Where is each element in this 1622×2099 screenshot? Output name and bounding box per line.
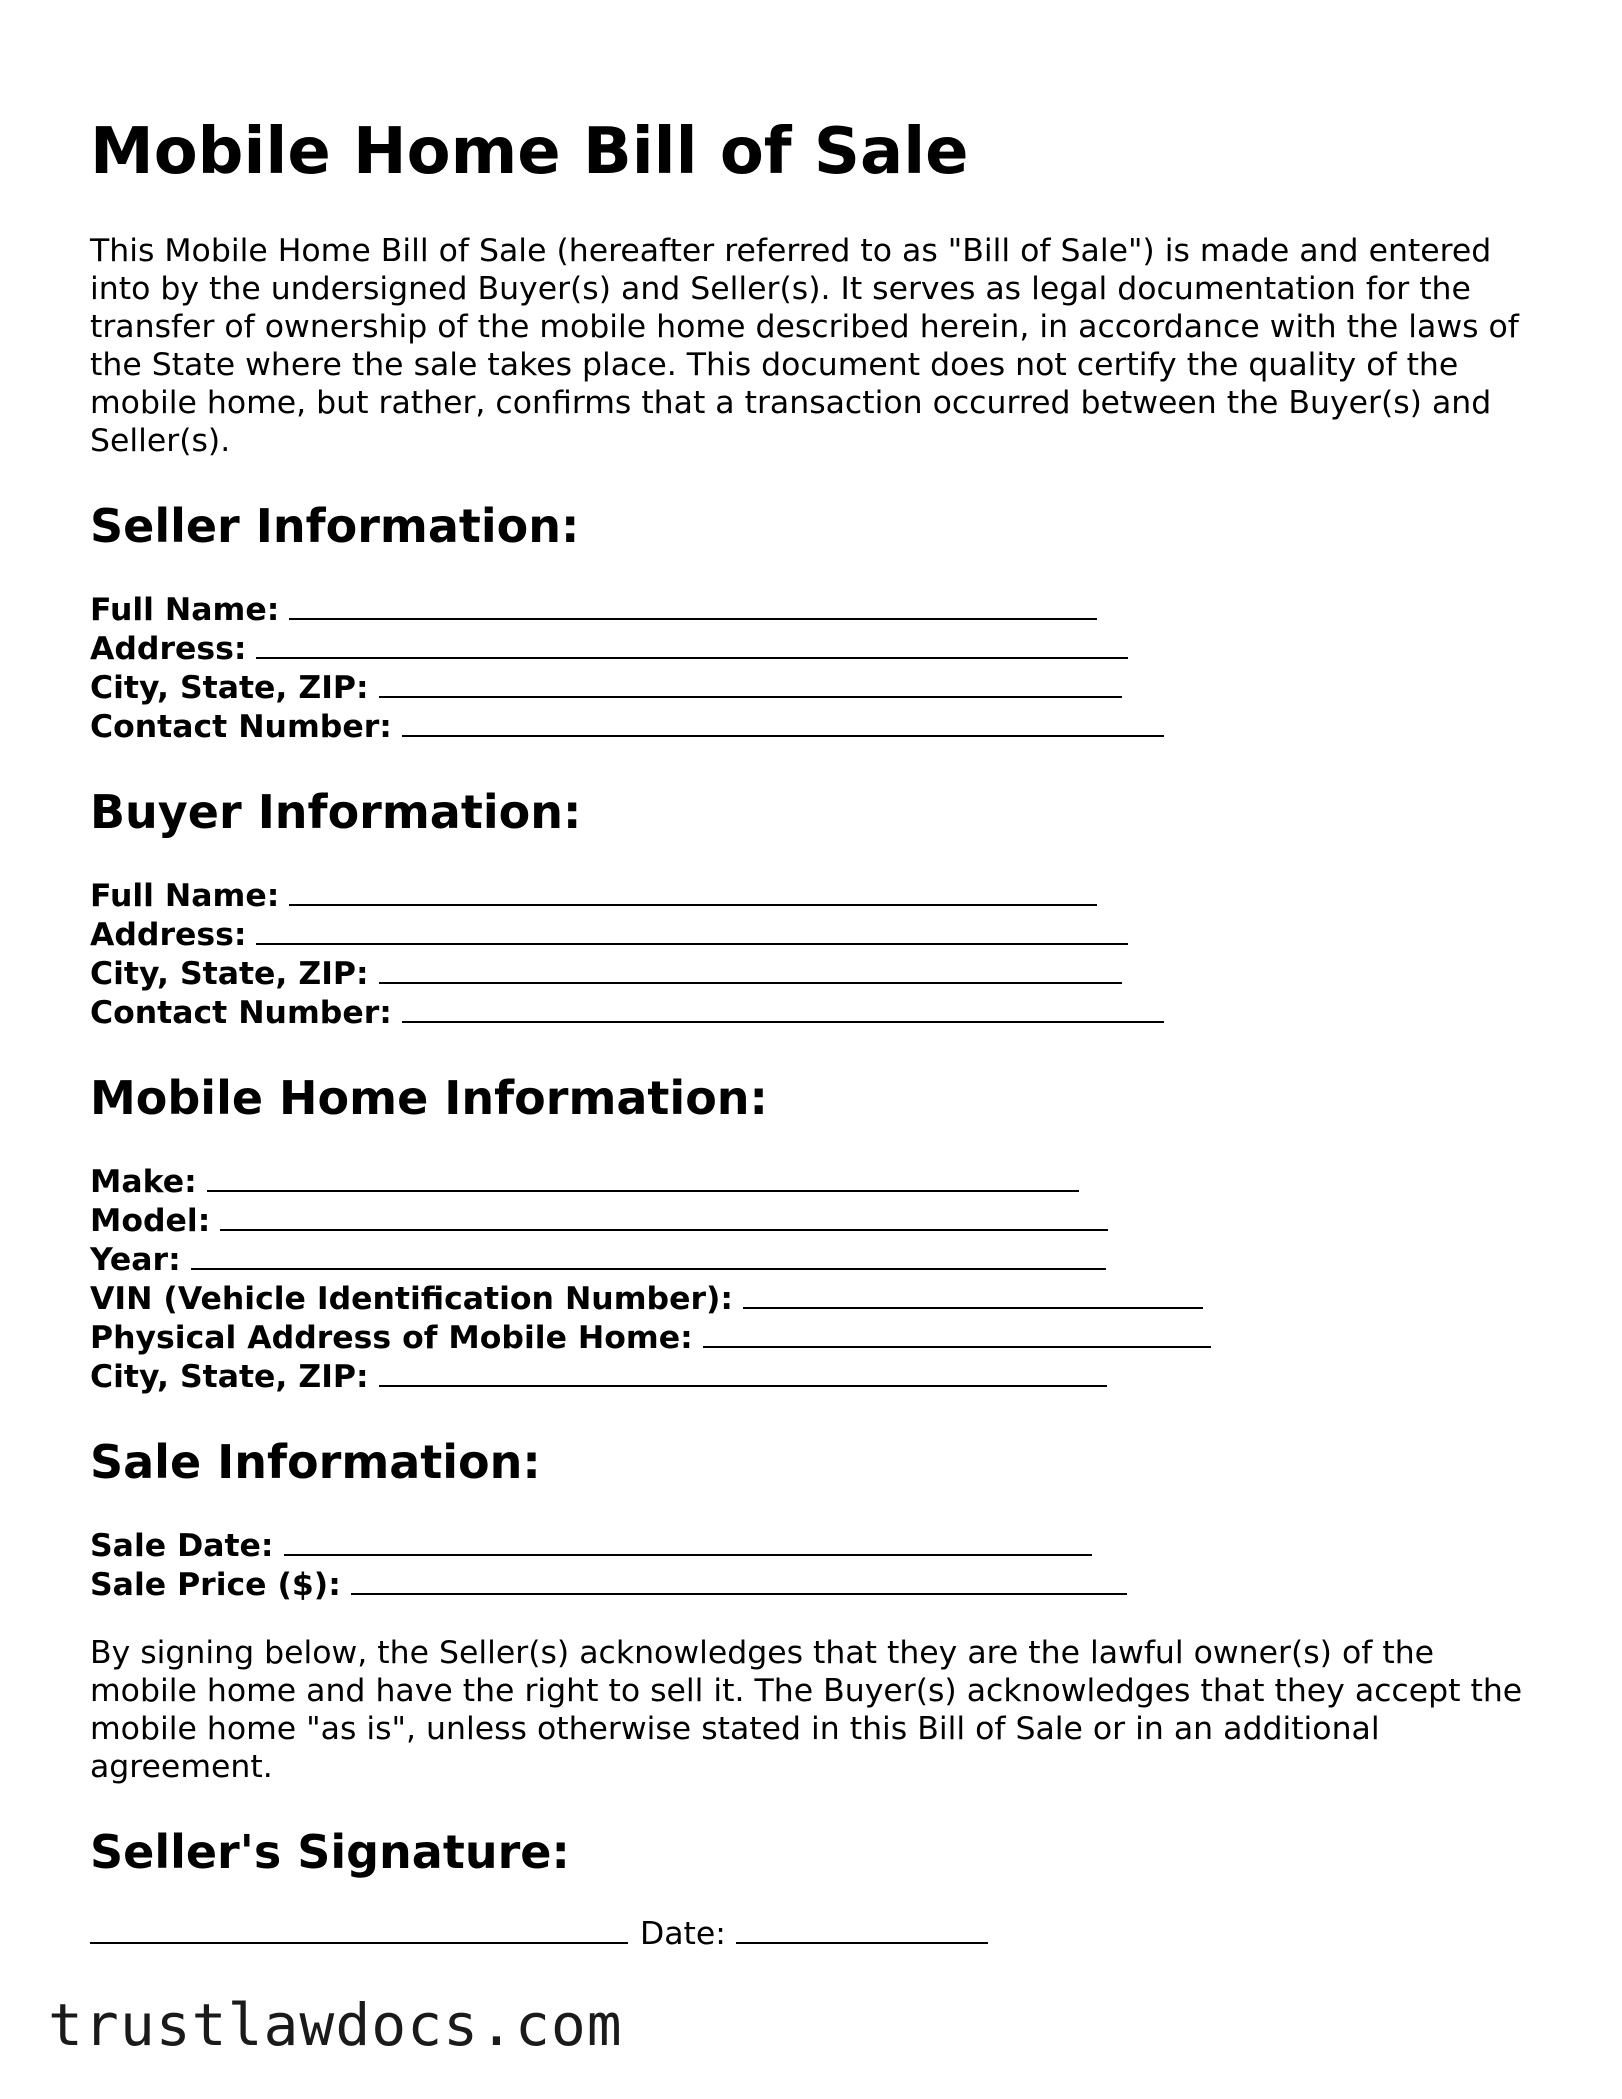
model-label: Model: — [90, 1203, 211, 1239]
seller-signature-row — [90, 1914, 1550, 1954]
vin-blank[interactable] — [743, 1279, 1203, 1309]
signature-date-blank[interactable] — [736, 1914, 988, 1944]
seller-signature-heading: Seller's Signature: — [90, 1825, 570, 1879]
document-title: Mobile Home Bill of Sale — [90, 115, 969, 189]
make-blank[interactable] — [207, 1162, 1079, 1192]
seller-city-state-zip-field — [90, 668, 1550, 707]
physical-address-label: Physical Address of Mobile Home: — [90, 1320, 693, 1356]
buyer-address-blank[interactable] — [256, 915, 1128, 945]
buyer-full-name-field — [90, 876, 1550, 915]
model-blank[interactable] — [220, 1201, 1108, 1231]
year-field — [90, 1240, 1550, 1279]
buyer-full-name-blank[interactable] — [289, 876, 1097, 906]
vin-label: VIN (Vehicle Identification Number): — [90, 1281, 733, 1317]
buyer-info-heading: Buyer Information: — [90, 785, 582, 839]
seller-full-name-blank[interactable] — [289, 590, 1097, 620]
buyer-contact-blank[interactable] — [402, 993, 1164, 1023]
buyer-contact-field — [90, 993, 1550, 1032]
signature-date-label: Date: — [640, 1916, 726, 1952]
buyer-city-state-zip-field — [90, 954, 1550, 993]
seller-address-field — [90, 629, 1550, 668]
acknowledgement-paragraph: By signing below, the Seller(s) acknowledges that they are the lawful owner(s) of the mobile home and have the right to sell it. The Buyer(s) acknowledges that they accept the mobile home "as is", unless otherwise stated in this Bill of Sale or in an additional agreement. — [90, 1635, 1523, 1785]
seller-contact-label: Contact Number: — [90, 709, 392, 745]
home-city-state-zip-field — [90, 1357, 1550, 1396]
seller-info-heading: Seller Information: — [90, 499, 580, 553]
seller-contact-blank[interactable] — [402, 707, 1164, 737]
seller-address-blank[interactable] — [256, 629, 1128, 659]
sale-price-label: Sale Price ($): — [90, 1567, 341, 1603]
seller-full-name-field — [90, 590, 1550, 629]
make-field — [90, 1162, 1550, 1201]
home-city-state-zip-label: City, State, ZIP: — [90, 1359, 369, 1395]
buyer-fields — [90, 876, 1550, 1032]
year-blank[interactable] — [191, 1240, 1106, 1270]
sale-price-blank[interactable] — [351, 1565, 1127, 1595]
sale-date-blank[interactable] — [284, 1526, 1092, 1556]
physical-address-field — [90, 1318, 1550, 1357]
intro-paragraph: This Mobile Home Bill of Sale (hereafter referred to as "Bill of Sale") is made and entered into by the undersigned Buyer(s) and Seller(s). It serves as legal documentation for the transfer of ownership of the mobile home described herein, in accordance with the laws of the State where the sale takes place. This document does not certify the quality of the mobile home, but rather, confirms that a transaction occurred between the Buyer(s) and Seller(s). — [90, 233, 1519, 459]
seller-fields — [90, 590, 1550, 746]
sale-date-label: Sale Date: — [90, 1528, 274, 1564]
sale-price-field — [90, 1565, 1550, 1604]
home-city-state-zip-blank[interactable] — [379, 1357, 1107, 1387]
buyer-address-label: Address: — [90, 917, 247, 953]
buyer-address-field — [90, 915, 1550, 954]
seller-signature-blank[interactable] — [90, 1914, 628, 1944]
seller-full-name-label: Full Name: — [90, 592, 280, 628]
buyer-city-state-zip-label: City, State, ZIP: — [90, 956, 369, 992]
watermark-text: trustlawdocs.com — [48, 1991, 623, 2059]
physical-address-blank[interactable] — [703, 1318, 1211, 1348]
make-label: Make: — [90, 1164, 197, 1200]
model-field — [90, 1201, 1550, 1240]
vin-field — [90, 1279, 1550, 1318]
year-label: Year: — [90, 1242, 181, 1278]
seller-city-state-zip-label: City, State, ZIP: — [90, 670, 369, 706]
seller-contact-field — [90, 707, 1550, 746]
sale-info-heading: Sale Information: — [90, 1435, 541, 1489]
mobile-home-fields — [90, 1162, 1550, 1396]
document-page — [90, 108, 1550, 1954]
buyer-city-state-zip-blank[interactable] — [379, 954, 1122, 984]
buyer-contact-label: Contact Number: — [90, 995, 392, 1031]
seller-address-label: Address: — [90, 631, 247, 667]
seller-city-state-zip-blank[interactable] — [379, 668, 1122, 698]
sale-fields — [90, 1526, 1550, 1604]
sale-date-field — [90, 1526, 1550, 1565]
buyer-full-name-label: Full Name: — [90, 878, 280, 914]
mobile-home-info-heading: Mobile Home Information: — [90, 1071, 768, 1125]
